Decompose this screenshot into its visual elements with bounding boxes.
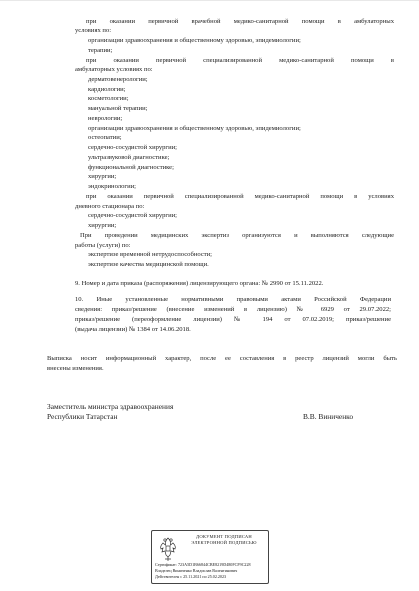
text-line: экспертизе качества медицинской помощи. [88, 261, 209, 268]
text-line: при оказании первичной специализированной медико-санитарной помощи в условиях [86, 193, 394, 200]
stamp-validity: Действителен с 25.11.2021 по 25.02.2023 [155, 574, 227, 579]
text-line: функциональной диагностике; [88, 164, 174, 171]
disclaimer-line: внесены изменения. [47, 365, 104, 372]
signatory-title: Республики Татарстан [47, 412, 118, 421]
text-line: кардиологии; [88, 86, 126, 93]
text-line: экспертизе временной нетрудоспособности; [88, 251, 212, 258]
text-line: остеопатии; [88, 134, 122, 141]
text-line: ультразвуковой диагностике; [88, 154, 170, 161]
signatory-title: Заместитель министра здравоохранения [47, 402, 174, 411]
text-line: при оказании первичной врачебной медико-санитарной помощи в амбулаторных [86, 18, 394, 25]
text-line: эндокринологии; [88, 183, 136, 190]
text-line: организации здравоохранения и общественному здоровью, эпидемиологии; [88, 125, 301, 132]
stamp-owner: Владелец Виниченко Владислав Валентинович [155, 568, 238, 573]
electronic-signature-stamp [151, 530, 269, 584]
text-line: 10. Иные установленные нормативными правовыми актами Российской Федерации [75, 296, 391, 303]
stamp-heading: ДОКУМЕНТ ПОДПИСАН [196, 534, 252, 539]
text-line: (выдача лицензии) № 1384 от 14.06.2018. [75, 326, 191, 333]
text-line: амбулаторных условиях по: [75, 66, 153, 73]
text-line: мануальной терапии; [88, 105, 148, 112]
text-line: условиях по: [75, 27, 112, 34]
text-line: сведения: приказ/решение (внесение изменений в лицензию) № 6929 от 29.07.2022; [75, 306, 391, 313]
text-line: хирургии; [88, 173, 117, 180]
stamp-heading: ЭЛЕКТРОННОЙ ПОДПИСЬЮ [191, 540, 257, 545]
text-line: хирургии; [88, 222, 117, 229]
text-line: неврологии; [88, 115, 123, 122]
signatory-name: В.В. Виниченко [303, 412, 354, 421]
text-line: дневного стационара по: [75, 203, 145, 210]
stamp-certificate: Сертификат: 723A5D1B66844CBE8219D480FCF9C228 [155, 562, 251, 567]
text-line: работы (услуги) по: [75, 242, 131, 249]
license-order-number: 9. Номер и дата приказа (распоряжения) лицензирующего органа: № 2990 от 15.11.2022. [75, 280, 324, 287]
text-line: приказ/решение (переоформление лицензии) № 194 от 07.02.2019; приказ/решение [75, 316, 391, 323]
text-line: организации здравоохранения и общественному здоровью, эпидемиологии; [88, 37, 301, 44]
text-line: косметологии; [88, 95, 129, 102]
text-line: дерматовенерологии; [88, 76, 148, 83]
text-line: сердечно-сосудистой хирургии; [88, 144, 178, 151]
coat-of-arms-icon [157, 535, 179, 563]
text-line: сердечно-сосудистой хирургии; [88, 212, 178, 219]
page-top-border [0, 0, 419, 1]
text-line: При проведении медицинских экспертиз организуются и выполняются следующие [80, 232, 394, 239]
text-line: терапии; [88, 47, 113, 54]
disclaimer-line: Выписка носит информационный характер, после ее составления в реестр лицензий могли быть [47, 355, 397, 362]
text-line: при оказании первичной специализированной медико-санитарной помощи в [86, 57, 394, 64]
